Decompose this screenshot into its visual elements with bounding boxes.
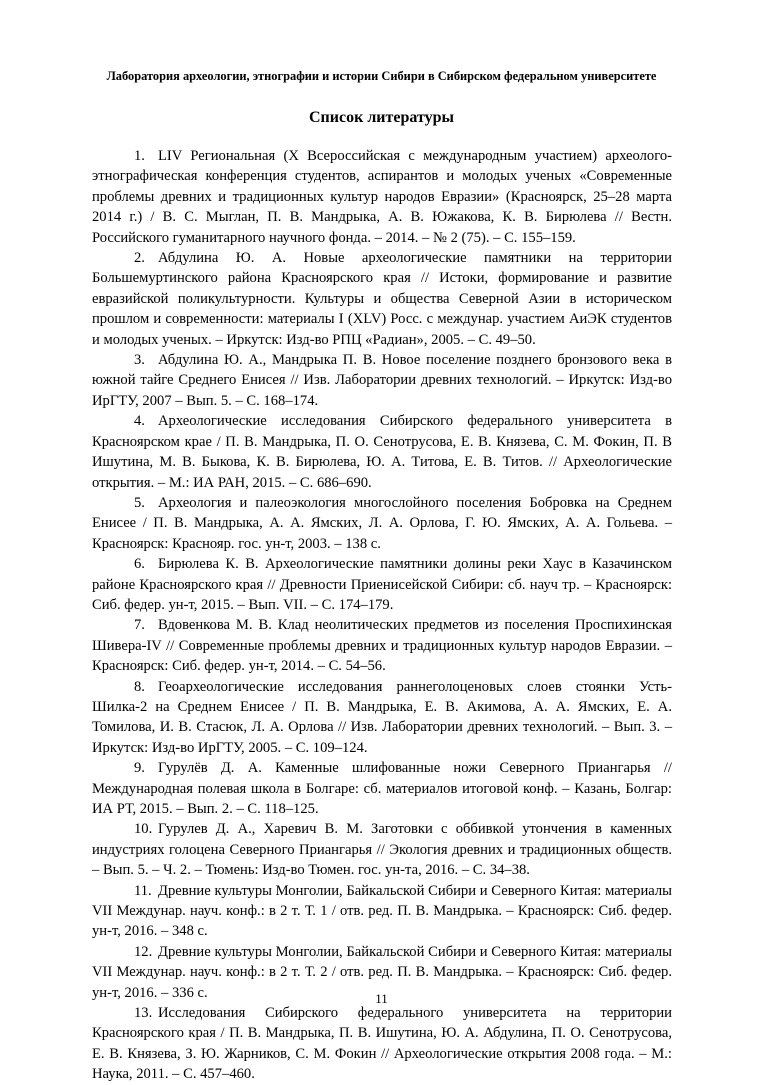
reference-item bbox=[92, 881, 672, 942]
reference-number: 3. bbox=[134, 352, 145, 369]
reference-number: 4. bbox=[134, 413, 145, 430]
reference-item bbox=[92, 819, 672, 880]
reference-item bbox=[92, 615, 672, 676]
reference-text: Древние культуры Монголии, Байкальской Сибири и Северного Китая: материалы VII Междунар. науч. конф.: в 2 т. Т. 2 / отв. ред. П. В. Мандрыка. – Красноярск: Сиб. федер. ун-т, 2016. – 336 с. bbox=[92, 943, 672, 1001]
reference-number: 2. bbox=[134, 250, 145, 267]
reference-number: 13. bbox=[134, 1005, 153, 1022]
reference-number: 8. bbox=[134, 678, 145, 695]
section-title: Список литературы bbox=[309, 109, 454, 126]
reference-item bbox=[92, 493, 672, 554]
reference-item bbox=[92, 677, 672, 759]
reference-number: 6. bbox=[134, 556, 145, 573]
reference-text: Абдулина Ю. А. Новые археологические памятники на территории Большемуртинского района Красноярского края // Истоки, формирование и развитие евразийской поликультурности. Культуры и общества Северной Азии в историческом прошлом и современности: материалы I (XLV) Росс. с междунар. участием АиЭК студентов и молодых ученых. – Иркутск: Изд-во РПЦ «Радиан», 2005. – С. 49–50. bbox=[92, 250, 672, 348]
reference-item bbox=[92, 1003, 672, 1085]
reference-number: 12. bbox=[134, 943, 153, 960]
reference-text: LIV Региональная (X Всероссийская с международным участием) археолого-этнографическая конференция студентов, аспирантов и молодых ученых «Современные проблемы древних и традиционных культур народов Евразии» (Красноярск, 25–28 марта 2014 г.) / В. С. Мыглан, П. В. Мандрыка, А. В. Южакова, К. В. Бирюлева // Вестн. Российского гуманитарного научного фонда. – 2014. – № 2 (75). – С. 155–159. bbox=[92, 148, 672, 246]
reference-number: 5. bbox=[134, 494, 145, 511]
reference-item bbox=[92, 554, 672, 615]
reference-item bbox=[92, 350, 672, 411]
reference-text: Древние культуры Монголии, Байкальской Сибири и Северного Китая: материалы VII Междунар. науч. конф.: в 2 т. Т. 1 / отв. ред. П. В. Мандрыка. – Красноярск: Сиб. федер. ун-т, 2016. – 348 с. bbox=[92, 882, 672, 940]
reference-text: Археология и палеоэкология многослойного поселения Бобровка на Среднем Енисее / П. В. Мандрыка, А. А. Ямских, Л. А. Орлова, Г. Ю. Ямских, А. А. Гольева. – Красноярск: Краснояр. гос. ун-т, 2003. – 138 с. bbox=[92, 494, 672, 552]
reference-number: 9. bbox=[134, 760, 145, 777]
reference-number: 11. bbox=[134, 882, 152, 899]
reference-item bbox=[92, 146, 672, 248]
reference-number: 1. bbox=[134, 148, 145, 164]
reference-text: Гурулев Д. А., Харевич В. М. Заготовки с оббивкой утончения в каменных индустриях голоцена Северного Приангарья // Экология древних и традиционных обществ. – Вып. 5. – Ч. 2. – Тюмень: Изд-во Тюмен. гос. ун-та, 2016. – С. 34–38. bbox=[92, 821, 672, 879]
reference-item bbox=[92, 411, 672, 493]
reference-number: 10. bbox=[134, 821, 153, 838]
reference-text: Абдулина Ю. А., Мандрыка П. В. Новое поселение позднего бронзового века в южной тайге Среднего Енисея // Изв. Лаборатории древних технологий. – Иркутск: Изд-во ИрГТУ, 2007 – Вып. 5. – С. 168–174. bbox=[92, 352, 672, 409]
reference-item bbox=[92, 248, 672, 350]
reference-text: Бирюлева К. В. Археологические памятники долины реки Хаус в Казачинском районе Красноярского края // Древности Приенисейской Сибири: сб. науч тр. – Красноярск: Сиб. федер. ун-т, 2015. – Вып. VII. – С. 174–179. bbox=[92, 556, 672, 613]
reference-list bbox=[92, 146, 672, 1085]
reference-number: 7. bbox=[134, 617, 145, 634]
reference-text: Вдовенкова М. В. Клад неолитических предметов из поселения Проспихинская Шивера-IV // Современные проблемы древних и традиционных культур народов Евразии. – Красноярск: Сиб. федер. ун-т, 2014. – С. 54–56. bbox=[92, 617, 672, 675]
reference-text: Исследования Сибирского федерального университета на территории Красноярского края / П. В. Мандрыка, П. В. Ишутина, Ю. А. Абдулина, П. О. Сенотрусова, Е. В. Князева, З. Ю. Жарников, С. М. Фокин // Археологические открытия 2008 года. – М.: Наука, 2011. – С. 457–460. bbox=[92, 1005, 672, 1083]
reference-text: Археологические исследования Сибирского федерального университета в Красноярском крае / П. В. Мандрыка, П. О. Сенотрусова, Е. В. Князева, С. М. Фокин, П. В Ишутина, М. В. Быкова, К. В. Бирюлева, Ю. А. Титова, Е. В. Титов. // Археологические открытия. – М.: ИА РАН, 2015. – С. 686–690. bbox=[92, 413, 672, 491]
reference-text: Гурулёв Д. А. Каменные шлифованные ножи Северного Приангарья // Международная полевая школа в Болгаре: сб. материалов итоговой конф. – Казань, Болгар: ИА РТ, 2015. – Вып. 2. – С. 118–125. bbox=[92, 760, 672, 817]
running-header: Лаборатория археологии, этнографии и истории Сибири в Сибирском федеральном университете bbox=[106, 69, 657, 83]
reference-text: Геоархеологические исследования раннеголоценовых слоев стоянки Усть-Шилка-2 на Среднем Енисее / П. В. Мандрыка, Е. В. Акимова, А. А. Ямских, Е. А. Томилова, И. В. Стасюк, Л. А. Орлова // Изв. Лаборатории древних технологий. – Вып. 3. – Иркутск: Изд-во ИрГТУ, 2005. – С. 109–124. bbox=[92, 678, 672, 756]
reference-item bbox=[92, 758, 672, 819]
page-number: 11 bbox=[375, 991, 388, 1006]
